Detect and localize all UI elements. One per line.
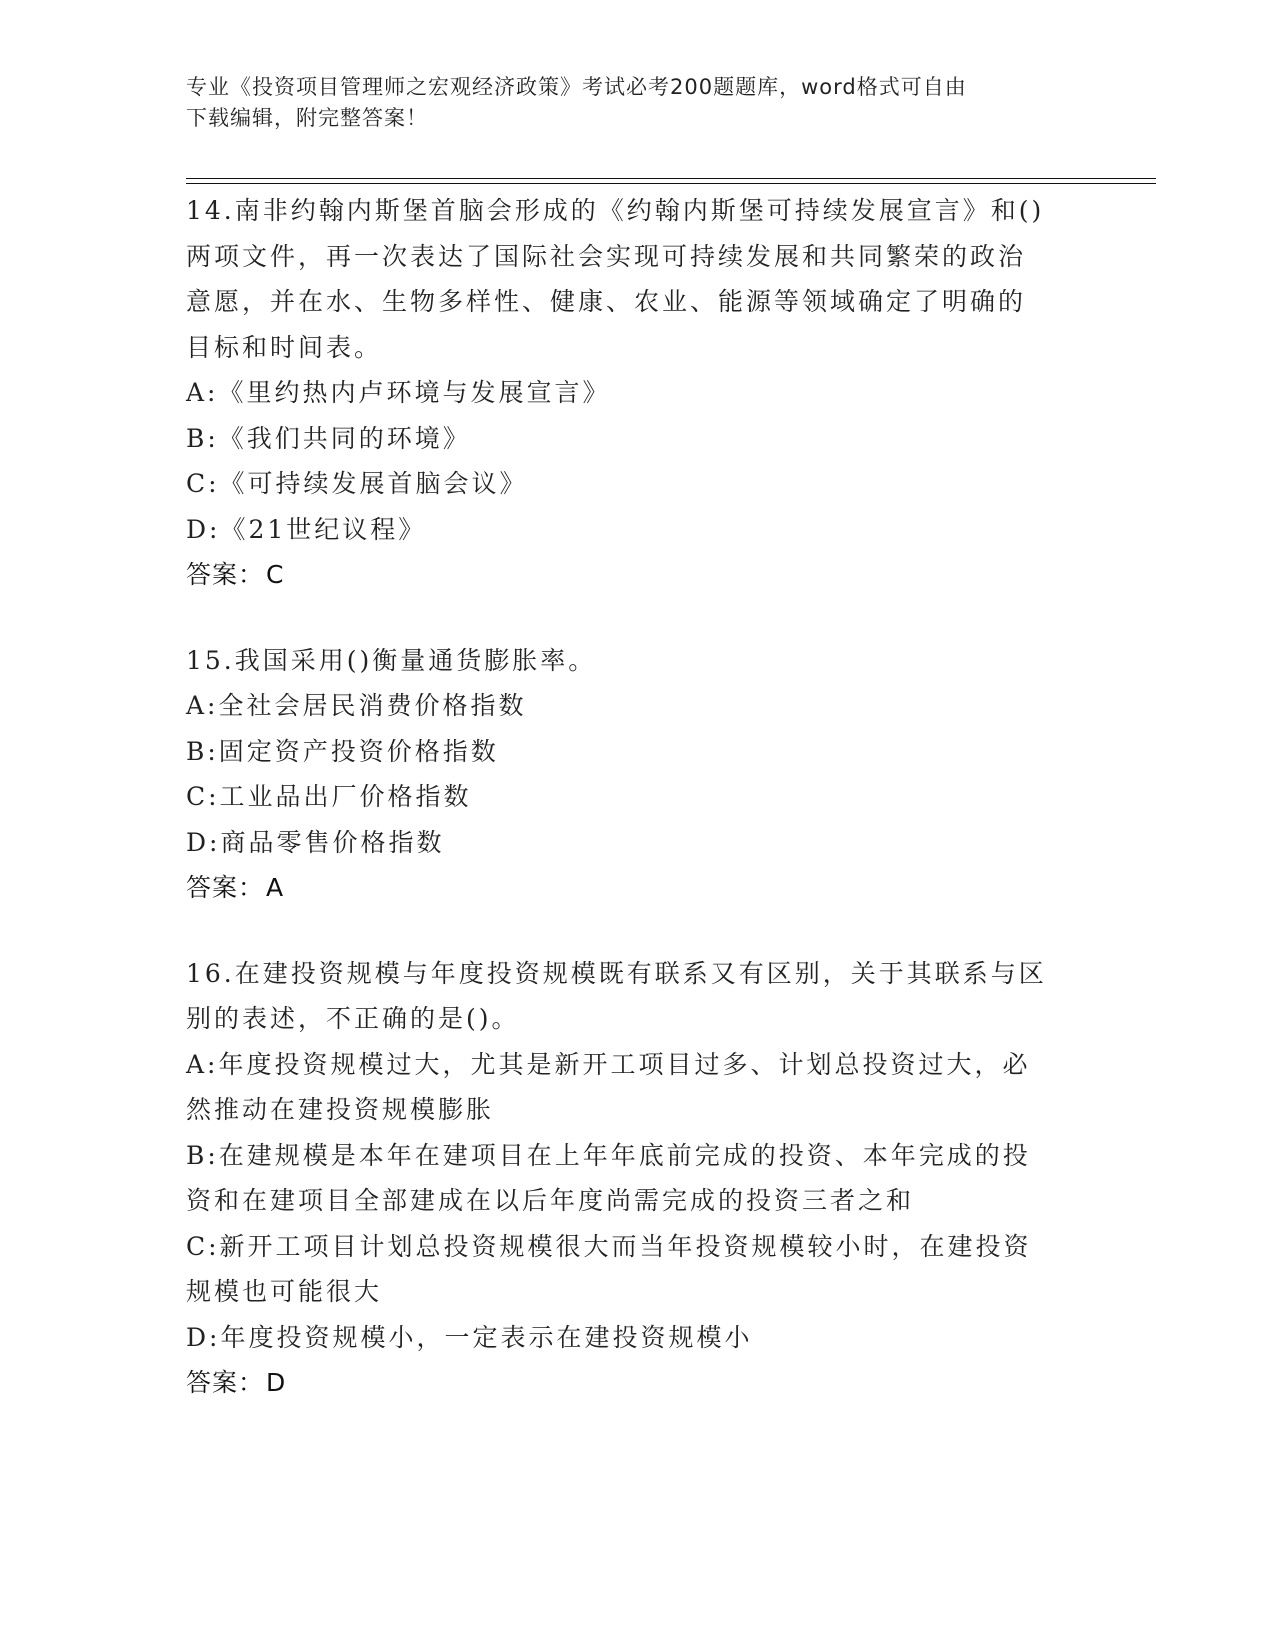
question-stem-line: 16.在建投资规模与年度投资规模既有联系又有区别，关于其联系与区 xyxy=(186,958,1047,988)
option-c: C:《可持续发展首脑会议》 xyxy=(186,469,528,498)
option-c: C:工业品出厂价格指数 xyxy=(186,782,472,811)
question-stem-line: 意愿，并在水、生物多样性、健康、农业、能源等领域确定了明确的 xyxy=(186,287,1027,316)
question-list xyxy=(186,188,1076,1446)
document-header xyxy=(186,72,1066,134)
header-line-2: 下载编辑，附完整答案！ xyxy=(186,106,428,130)
option-d: D:《21世纪议程》 xyxy=(186,514,427,544)
option-a: A:年度投资规模过大，尤其是新开工项目过多、计划总投资过大，必 xyxy=(186,1049,1031,1079)
answer-value: D xyxy=(266,1368,287,1397)
question-16 xyxy=(186,951,1076,1406)
header-divider-top xyxy=(186,178,1156,179)
option-a-continued: 然推动在建投资规模膨胀 xyxy=(186,1095,495,1124)
header-divider-bottom xyxy=(186,183,1156,184)
answer-value: A xyxy=(266,873,285,902)
question-14 xyxy=(186,188,1076,598)
option-c: C:新开工项目计划总投资规模很大而当年投资规模较小时，在建投资 xyxy=(186,1231,1032,1261)
question-stem-line: 目标和时间表。 xyxy=(186,332,383,362)
option-b: B:在建规模是本年在建项目在上年年底前完成的投资、本年完成的投 xyxy=(186,1140,1031,1170)
question-stem-line: 别的表述，不正确的是()。 xyxy=(186,1004,520,1033)
option-d: D:商品零售价格指数 xyxy=(186,827,445,857)
answer-label: 答案： xyxy=(186,1368,265,1397)
header-line-1: 专业《投资项目管理师之宏观经济政策》考试必考200题题库，word格式可自由 xyxy=(186,75,967,99)
answer-label: 答案： xyxy=(186,560,265,589)
option-b-continued: 资和在建项目全部建成在以后年度尚需完成的投资三者之和 xyxy=(186,1186,915,1215)
answer-value: C xyxy=(266,560,285,589)
option-a: A:全社会居民消费价格指数 xyxy=(186,691,527,720)
answer-line xyxy=(186,552,1076,598)
option-b: B:《我们共同的环境》 xyxy=(186,423,471,453)
question-stem-line: 14.南非约翰内斯堡首脑会形成的《约翰内斯堡可持续发展宣言》和() xyxy=(186,196,1045,225)
answer-line xyxy=(186,865,1076,911)
answer-line xyxy=(186,1360,1076,1406)
answer-label: 答案： xyxy=(186,873,265,902)
option-a: A:《里约热内卢环境与发展宣言》 xyxy=(186,378,611,407)
option-c-continued: 规模也可能很大 xyxy=(186,1277,383,1306)
question-stem-line: 两项文件，再一次表达了国际社会实现可持续发展和共同繁荣的政治 xyxy=(186,241,1027,271)
question-15 xyxy=(186,638,1076,911)
option-b: B:固定资产投资价格指数 xyxy=(186,736,499,766)
question-stem-line: 15.我国采用()衡量通货膨胀率。 xyxy=(186,645,597,675)
option-d: D:年度投资规模小，一定表示在建投资规模小 xyxy=(186,1322,753,1352)
